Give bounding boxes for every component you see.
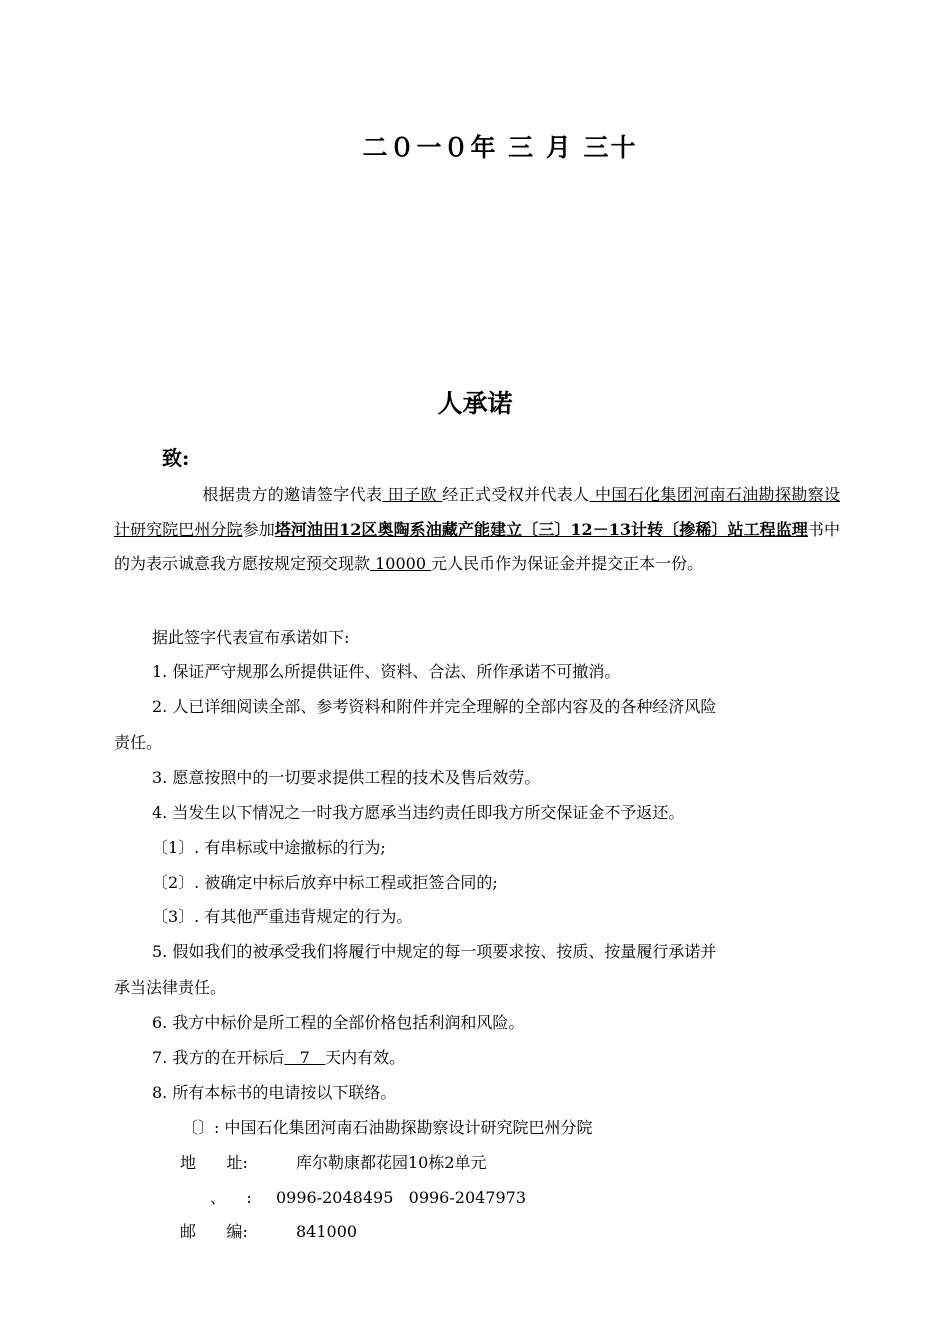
- contact-organization: 〔〕: 中国石化集团河南石油勘探勘察设计研究院巴州分院: [182, 1118, 593, 1137]
- validity-days: 7: [284, 1048, 326, 1067]
- addressee-label: 致:: [162, 446, 190, 470]
- commitment-item-5: 5. 假如我们的被承受我们将履行中规定的每一项要求按、按质、按量履行承诺并: [152, 942, 717, 961]
- postcode-value: 841000: [296, 1222, 358, 1241]
- item-7-text-1: 7. 我方的在开标后: [152, 1048, 285, 1067]
- intro-text-3: 参加: [242, 519, 275, 539]
- commitment-item-8: 8. 所有本标书的电请按以下联络。: [152, 1083, 397, 1102]
- address-label: 地 址:: [180, 1153, 248, 1172]
- commitment-item-2-cont: 责任。: [114, 733, 163, 752]
- commitment-item-4: 4. 当发生以下情况之一时我方愿承当违约责任即我方所交保证金不予返还。: [152, 803, 685, 822]
- phone-label: 、 :: [210, 1188, 252, 1207]
- signer-name: 田子欧: [382, 485, 443, 504]
- commitment-item-5-cont: 承当法律责任。: [114, 978, 227, 997]
- project-name: 塔河油田12区奥陶系油藏产能建立〔三〕12－13计转〔掺稀〕站工程监理: [274, 519, 808, 539]
- phone-value: 0996-2048495 0996-2047973: [276, 1188, 527, 1207]
- postcode-label: 邮 编:: [180, 1222, 248, 1241]
- address-value: 库尔勒康都花园10栋2单元: [296, 1153, 487, 1172]
- sub-item-3: 〔3〕. 有其他严重违背规定的行为。: [152, 907, 413, 926]
- date-heading: 二０一０年 三 月 三十: [362, 133, 638, 162]
- declaration-line: 据此签字代表宣布承诺如下:: [152, 628, 350, 647]
- company-name: 中国石化集团河南石油勘探勘察设计研究院巴州分院: [114, 485, 840, 539]
- commitment-item-6: 6. 我方中标价是所工程的全部价格包括利润和风险。: [152, 1013, 525, 1032]
- sub-item-2: 〔2〕. 被确定中标后放弃中标工程或拒签合同的;: [152, 873, 498, 892]
- commitment-item-7: [152, 1048, 405, 1068]
- intro-text-1: 根据贵方的邀请签字代表: [202, 485, 383, 504]
- intro-text-4: 书中的为表示诚意我方愿按规定预交现款: [114, 519, 840, 574]
- document-title: 人承诺: [437, 389, 513, 418]
- sub-item-1: 〔1〕. 有串标或中途撤标的行为;: [152, 838, 386, 857]
- commitment-item-3: 3. 愿意按照中的一切要求提供工程的技术及售后效劳。: [152, 768, 541, 787]
- intro-paragraph: [114, 478, 840, 582]
- deposit-amount: 10000: [370, 554, 432, 574]
- intro-text-2: 经正式受权并代表人: [442, 485, 590, 504]
- intro-text-5: 元人民币作为保证金并提交正本一份。: [431, 554, 704, 574]
- commitment-item-2: 2. 人已详细阅读全部、参考资料和附件并完全理解的全部内容及的各种经济风险: [152, 697, 717, 716]
- commitment-item-1: 1. 保证严守规那么所提供证件、资料、合法、所作承诺不可撤消。: [152, 662, 621, 681]
- item-7-text-2: 天内有效。: [325, 1048, 406, 1067]
